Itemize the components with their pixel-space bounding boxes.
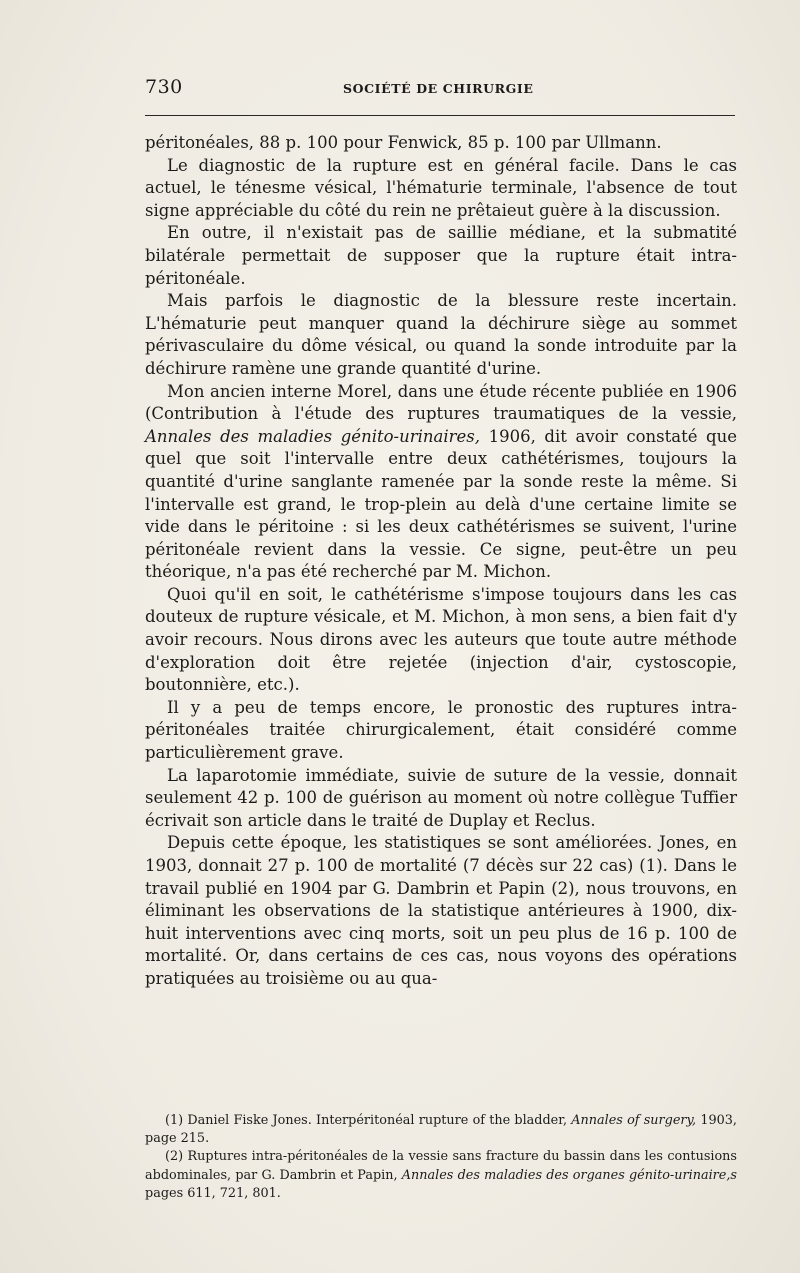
paragraph-4: Mais parfois le diagnostic de la blessure reste incertain. L'hématurie peut manquer quand la déchirure siège au sommet périvasculaire du dôme vésical, ou quand la sonde introduite par la déchirure ramène une grande quantité d'urine. (145, 291, 737, 378)
paragraph-5 (145, 381, 737, 584)
footnote-1 (145, 1112, 737, 1148)
paragraph-8: La laparotomie immédiate, suivie de suture de la vessie, donnait seulement 42 p. 100 de guérison au moment où notre collègue Tuffier écrivait son article dans le traité de Duplay et Reclus. (145, 765, 737, 830)
paragraph-3: En outre, il n'existait pas de saillie médiane, et la submatité bilatérale permettait de supposer que la rupture était intra-péritonéale. (145, 223, 737, 288)
paragraph-7: Il y a peu de temps encore, le pronostic des ruptures intra-péritonéales traitée chirurgicalement, était considéré comme particulièrement grave. (145, 697, 737, 763)
footnote-1-text-b: 1903, page 215. (145, 1113, 737, 1147)
journal-title: Annales des maladies génito-urinaires, (145, 426, 481, 446)
footnote-2-text-a: (2) Ruptures intra-péritonéales de la vessie sans fracture du bassin dans les contusions abdominales, par G. Dambrin et Papin, (145, 1149, 737, 1183)
footnote-2-text-b: pages 611, 721, 801. (145, 1185, 281, 1201)
footnote-2 (145, 1148, 737, 1203)
footnote-2-journal: Annales des maladies des organes génito-urinaire,s (401, 1167, 738, 1183)
paragraph-5-text-a: Mon ancien interne Morel, dans une étude récente publiée en 1906 (Contribution à l'étude des ruptures traumatiques de la vessie, (145, 381, 737, 424)
footnotes (145, 1112, 737, 1203)
page-number: 730 (145, 76, 183, 98)
running-title: SOCIÉTÉ DE CHIRURGIE (343, 81, 534, 96)
body-text (145, 132, 737, 991)
paragraph-1: péritonéales, 88 p. 100 pour Fenwick, 85 p. 100 par Ullmann. (145, 133, 662, 152)
paragraph-2: Le diagnostic de la rupture est en général facile. Dans le cas actuel, le ténesme vésical, l'hématurie terminale, l'absence de tout signe appréciable du côté du rein ne prêtaieut guère à la discussion. (145, 155, 737, 220)
paragraph-9: Depuis cette époque, les statistiques se sont améliorées. Jones, en 1903, donnait 27 p. 100 de mortalité (7 décès sur 22 cas) (1). Dans le travail publié en 1904 par G. Dambrin et Papin (2), nous trouvons, en éliminant les observations de la statistique antérieures à 1900, dix-huit interventions avec cinq morts, soit un peu plus de 16 p. 100 de mortalité. Or, dans certains de ces cas, nous voyons des opérations pratiquées au troisième ou au qua- (145, 833, 737, 988)
paragraph-6: Quoi qu'il en soit, le cathétérisme s'impose toujours dans les cas douteux de rupture vésicale, et M. Michon, à mon sens, a bien fait d'y avoir recours. Nous dirons avec les auteurs que toute autre méthode d'exploration doit être rejetée (injection d'air, cystoscopie, boutonnière, etc.). (145, 584, 737, 695)
header-rule (145, 115, 735, 116)
running-head (145, 74, 737, 104)
paragraph-5-text-b: 1906, dit avoir constaté que quel que soit l'intervalle entre deux cathétérismes, toujours la quantité d'urine sanglante ramenée par la sonde reste la même. Si l'intervalle est grand, le trop-plein au delà d'une certaine limite se vide dans le péritoine : si les deux cathétérismes se suivent, l'urine péritonéale revient dans la vessie. Ce signe, peut-être un peu théorique, n'a pas été recherché par M. Michon. (145, 426, 738, 582)
footnote-1-journal: Annales of surgery, (571, 1113, 697, 1128)
footnote-1-text-a: (1) Daniel Fiske Jones. Interpéritonéal rupture of the bladder, (165, 1113, 568, 1128)
